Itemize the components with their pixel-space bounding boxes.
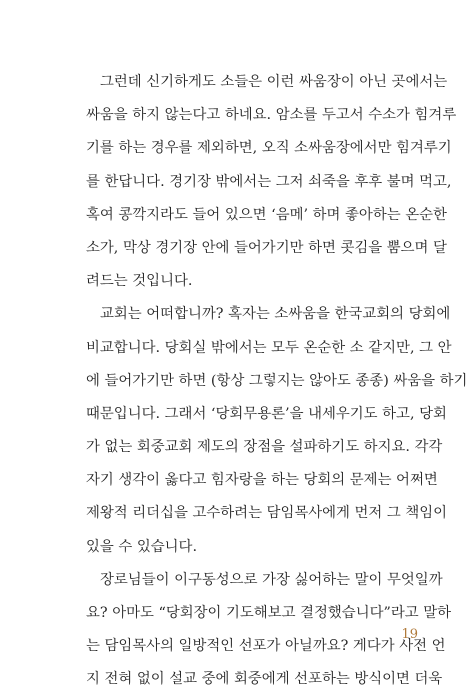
paragraph-2 [86, 298, 468, 564]
text-line: 려드는 것입니다. [86, 273, 193, 290]
text-line: 는 담임목사의 일방적인 선포가 아닐까요? 게다가 사전 언 [86, 638, 446, 655]
text-line: 때문입니다. 그래서 ‘당회무용론’을 내세우기도 하고, 당회 [86, 405, 447, 422]
text-line: 지 전혀 없이 설교 중에 회중에게 선포하는 방식이면 더욱 [86, 671, 443, 688]
text-line: 비교합니다. 당회실 밖에서는 모두 온순한 소 같지만, 그 안 [86, 339, 452, 356]
text-line: 싸움을 하지 않는다고 하네요. 암소를 두고서 수소가 힘겨루 [86, 107, 457, 124]
paragraph-3 [86, 564, 452, 697]
text-line: 를 한답니다. 경기장 밖에서는 그저 쇠죽을 후후 불며 먹고, [86, 173, 452, 190]
text-line: 요? 아마도 “당회장이 기도해보고 결정했습니다”라고 말하 [86, 605, 452, 621]
text-line: 제왕적 리더십을 고수하려는 담임목사에게 먼저 그 책임이 [86, 505, 448, 522]
body-text [86, 66, 468, 697]
text-line: 기를 하는 경우를 제외하면, 오직 소싸움장에서만 힘겨루기 [86, 140, 452, 157]
text-line: 장로님들이 이구동성으로 가장 싫어하는 말이 무엇일까 [100, 571, 443, 588]
text-line: 에 들어가기만 하면 (항상 그렇지는 않아도 종종) 싸움을 하기 [86, 372, 468, 389]
text-line: 혹여 콩깍지라도 들어 있으면 ‘음메’ 하며 좋아하는 온순한 [86, 206, 447, 223]
page-number: 19 [401, 627, 418, 642]
text-line: 자기 생각이 옳다고 힘자랑을 하는 당회의 문제는 어쩌면 [86, 472, 438, 489]
text-line: 가 없는 회중교회 제도의 장점을 설파하기도 하지요. 각각 [86, 439, 443, 456]
paragraph-1 [86, 66, 457, 298]
text-line: 있을 수 있습니다. [86, 538, 198, 555]
text-line: 그런데 신기하게도 소들은 이런 싸움장이 아닌 곳에서는 [100, 74, 448, 90]
text-line: 교회는 어떠합니까? 혹자는 소싸움을 한국교회의 당회에 [100, 306, 451, 323]
text-line: 소가, 막상 경기장 안에 들어가기만 하면 콧김을 뿜으며 달 [86, 239, 447, 256]
